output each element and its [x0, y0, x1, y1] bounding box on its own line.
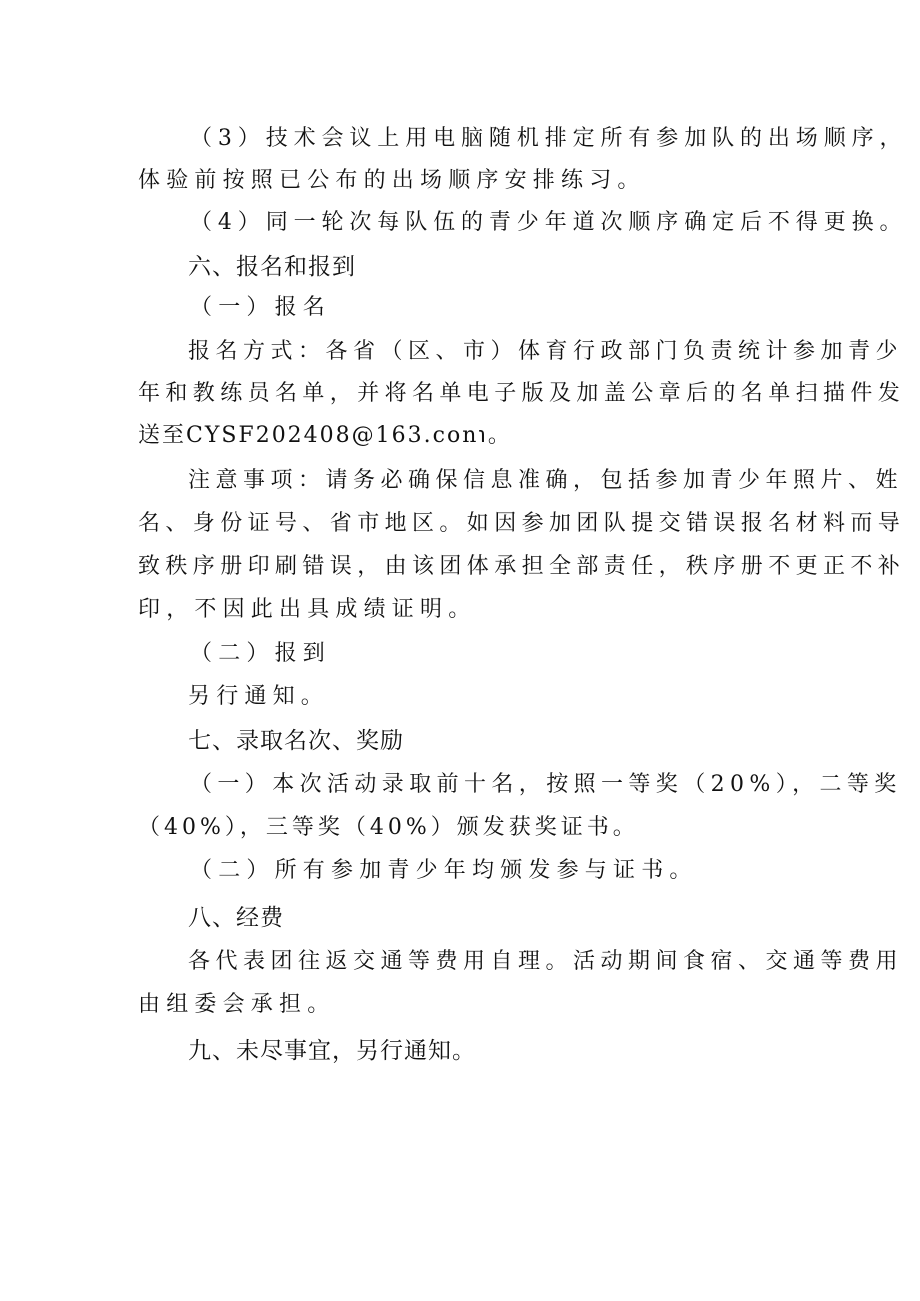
- registration-method-line2: 年和教练员名单，并将名单电子版及加盖公章后的名单扫描件发: [138, 381, 906, 406]
- awards-item1-line1: （一）本次活动录取前十名，按照一等奖（20%），二等奖: [190, 772, 902, 797]
- item3-text-line2: 体验前按照已公布的出场顺序安排练习。: [138, 168, 646, 193]
- funding-text-line2: 由组委会承担。: [138, 992, 336, 1017]
- registration-notes-line1: 注意事项：请务必确保信息准确，包括参加青少年照片、姓: [188, 468, 904, 493]
- section9-heading: 九、未尽事宜，另行通知。: [188, 1038, 476, 1064]
- awards-item2: （二）所有参加青少年均颁发参与证书。: [190, 858, 698, 883]
- section6-heading: 六、报名和报到: [188, 254, 356, 280]
- section6-subheading-checkin: （二）报到: [190, 641, 332, 666]
- item3-text-line1: （3）技术会议上用电脑随机排定所有参加队的出场顺序，: [190, 126, 908, 151]
- funding-text-line1: 各代表团往返交通等费用自理。活动期间食宿、交通等费用: [188, 949, 904, 974]
- registration-notes-line2: 名、身份证号、省市地区。如因参加团队提交错误报名材料而导: [138, 511, 906, 536]
- checkin-text: 另行通知。: [188, 684, 330, 709]
- registration-notes-line4: 印，不因此出具成绩证明。: [138, 597, 477, 622]
- section7-heading: 七、录取名次、奖励: [188, 728, 404, 754]
- item4-text: （4）同一轮次每队伍的青少年道次顺序确定后不得更换。: [190, 210, 908, 235]
- registration-notes-line3: 致秩序册印刷错误，由该团体承担全部责任，秩序册不更正不补: [138, 554, 906, 579]
- section8-heading: 八、经费: [188, 905, 284, 931]
- section6-subheading-registration: （一）报名: [190, 295, 332, 320]
- registration-method-line1: 报名方式：各省（区、市）体育行政部门负责统计参加青少: [188, 339, 904, 364]
- awards-item1-line2: （40%），三等奖（40%）颁发获奖证书。: [138, 815, 639, 840]
- registration-method-line3: 送至CYSF202408@163.con℩。: [138, 423, 512, 448]
